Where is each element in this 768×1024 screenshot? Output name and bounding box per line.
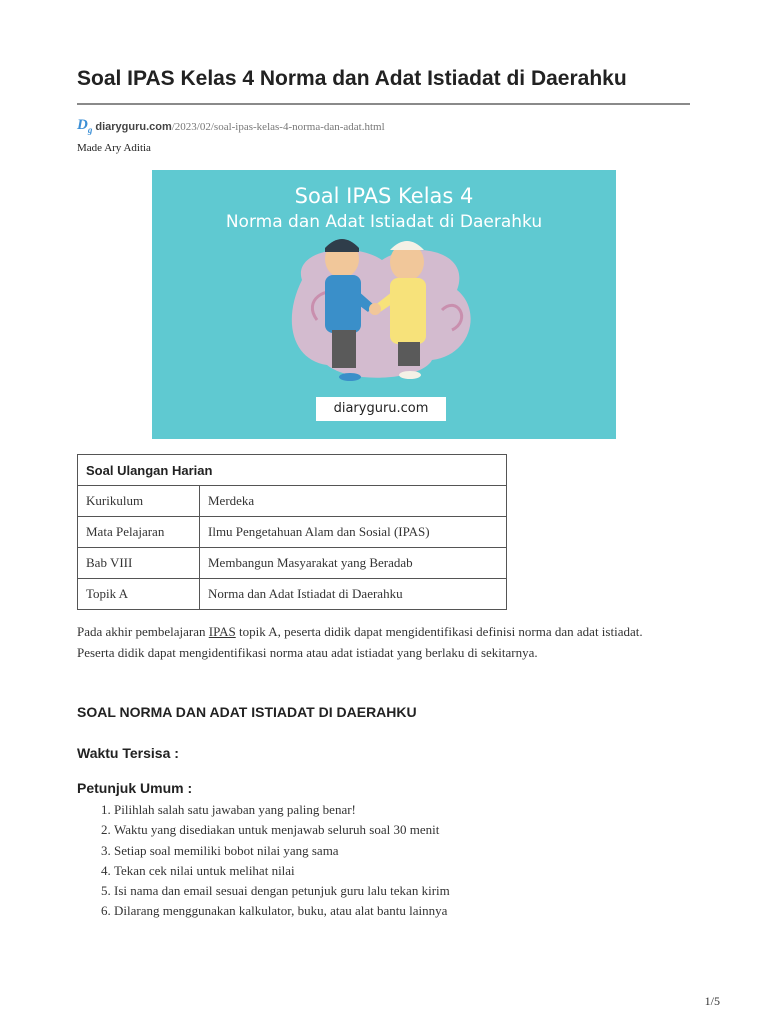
table-cell-value: Merdeka	[200, 486, 507, 517]
intro-paragraph	[77, 622, 677, 663]
source-path[interactable]: /2023/02/soal-ipas-kelas-4-norma-dan-adat.html	[171, 121, 385, 133]
list-item: 3. Setiap soal memiliki bobot nilai yang sama	[114, 841, 450, 861]
table-cell-value: Norma dan Adat Istiadat di Daerahku	[200, 579, 507, 610]
diaryguru-logo-icon: $D_g$	[77, 116, 93, 135]
list-item: 4. Tekan cek nilai untuk melihat nilai	[114, 861, 450, 881]
page-number: 1/5	[704, 994, 720, 1008]
info-table	[77, 454, 507, 610]
author-name: Made Ary Aditia	[77, 142, 151, 154]
list-item: 2. Waktu yang disediakan untuk menjawab seluruh soal 30 menit	[114, 820, 450, 840]
list-item: 1. Pilihlah salah satu jawaban yang paling benar!	[114, 800, 450, 820]
source-domain[interactable]: diaryguru.com	[95, 121, 172, 133]
table-cell-key: Bab VIII	[78, 548, 200, 579]
table-row	[78, 486, 507, 517]
petunjuk-label: Petunjuk Umum :	[77, 780, 193, 796]
table-row	[78, 548, 507, 579]
table-cell-key: Mata Pelajaran	[78, 517, 200, 548]
hero-title: Soal IPAS Kelas 4	[294, 184, 474, 208]
section-heading: SOAL NORMA DAN ADAT ISTIADAT DI DAERAHKU	[77, 704, 417, 720]
ipas-link[interactable]: IPAS	[208, 624, 236, 639]
waktu-label: Waktu Tersisa :	[77, 745, 179, 761]
source-line	[77, 118, 385, 136]
intro-text-before: Pada akhir pembelajaran	[77, 624, 209, 639]
hero-badge: diaryguru.com	[316, 397, 446, 421]
intro-text-after: topik A, peserta didik dapat mengidentifikasi definisi norma dan adat istiadat. Peserta didik dapat mengidentifikasi norma atau adat istiadat yang berlaku di sekitarnya.	[77, 624, 643, 660]
page-title: Soal IPAS Kelas 4 Norma dan Adat Istiadat di Daerahku	[77, 67, 627, 90]
table-cell-key: Kurikulum	[78, 486, 200, 517]
rules-list	[77, 800, 450, 922]
table-row	[78, 517, 507, 548]
table-cell-key: Topik A	[78, 579, 200, 610]
table-cell-value: Membangun Masyarakat yang Beradab	[200, 548, 507, 579]
list-item: 6. Dilarang menggunakan kalkulator, buku, atau alat bantu lainnya	[114, 901, 450, 921]
table-cell-value: Ilmu Pengetahuan Alam dan Sosial (IPAS)	[200, 517, 507, 548]
list-item: 5. Isi nama dan email sesuai dengan petunjuk guru lalu tekan kirim	[114, 881, 450, 901]
hero-image	[152, 170, 616, 439]
table-header-row	[78, 455, 507, 486]
hero-subtitle: Norma dan Adat Istiadat di Daerahku	[225, 212, 543, 232]
table-row	[78, 579, 507, 610]
title-divider	[77, 103, 690, 105]
table-header: Soal Ulangan Harian	[78, 455, 507, 486]
